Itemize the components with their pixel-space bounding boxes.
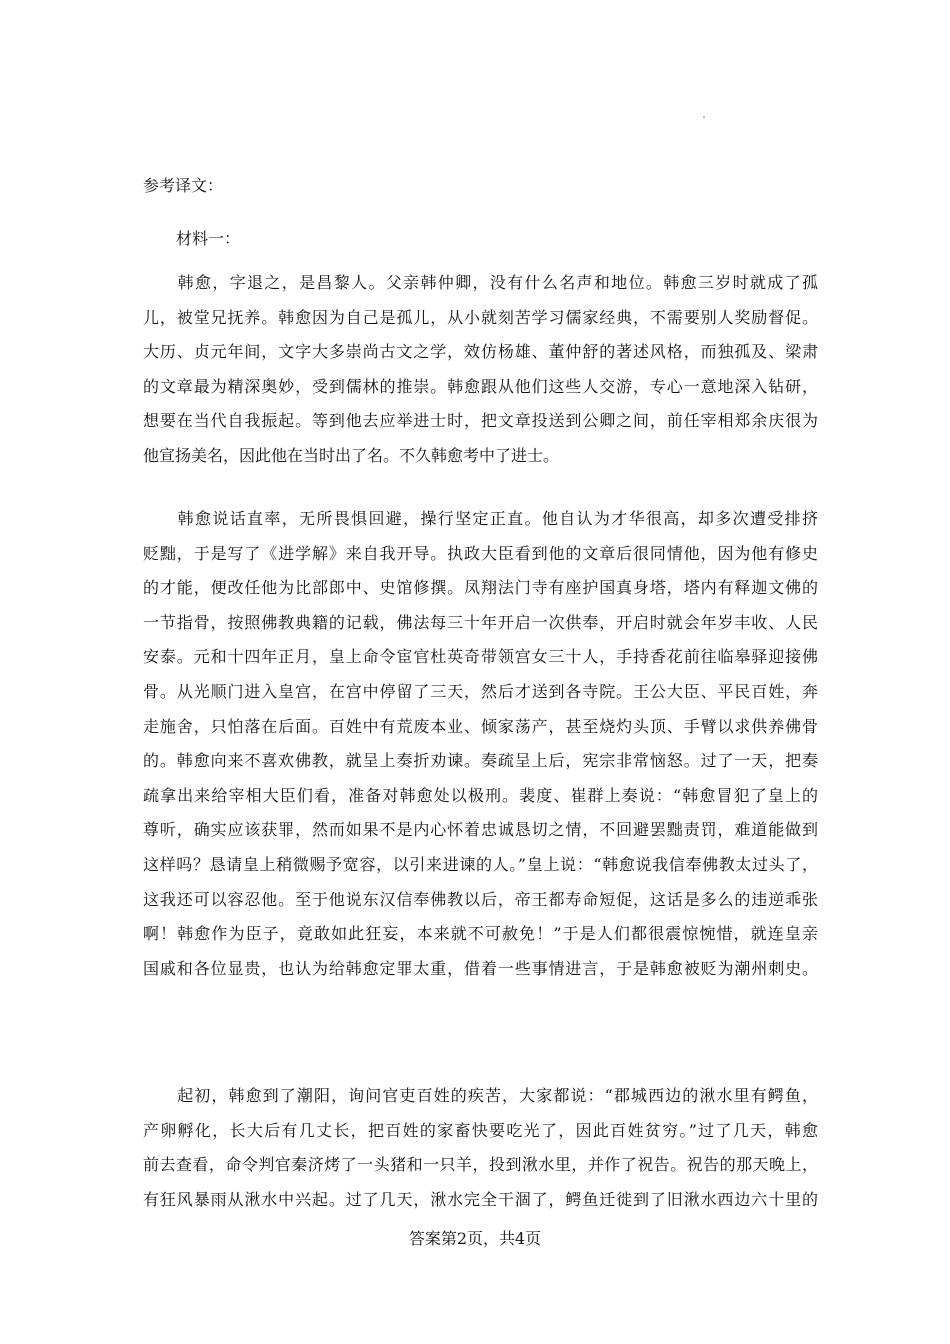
- text-line: 产卵孵化，长大后有几丈长，把百姓的家畜快要吃光了，因此百姓贫穷。”过了几天，韩愈: [143, 1120, 818, 1140]
- text-line: 前去查看，命令判官秦济烤了一头猪和一只羊，投到湫水里，并作了祝告。祝告的那天晚上，: [143, 1155, 818, 1175]
- text-line: 的才能，便改任他为比部郎中、史馆修撰。凤翔法门寺有座护国真身塔，塔内有释迦文佛的: [143, 578, 818, 598]
- text-line: 一节指骨，按照佛教典籍的记载，佛法每三十年开启一次供奉，开启时就会年岁丰收、人民: [143, 612, 818, 632]
- text-line: 韩愈说话直率，无所畏惧回避，操行坚定正直。他自认为才华很高，却多次遭受排挤: [143, 509, 818, 528]
- paragraph-3: [143, 1079, 818, 1217]
- text-line: 安泰。元和十四年正月，皇上命令宦官杜英奇带领宫女三十人，手持香花前往临皋驿迎接佛: [143, 647, 818, 667]
- text-line: 啊！韩愈作为臣子，竟敢如此狂妄，本来就不可赦免！”于是人们都很震惊惋惜，就连皇亲: [143, 924, 818, 944]
- paragraph-1: [143, 266, 818, 474]
- text-line: 这我还可以容忍他。至于他说东汉信奉佛教以后，帝王都寿命短促，这话是多么的违逆乖张: [143, 889, 818, 909]
- text-line: 想要在当代自我振起。等到他去应举进士时，把文章投送到公卿之间，前任宰相郑余庆很为: [143, 411, 818, 431]
- text-line: 有狂风暴雨从湫水中兴起。过了几天，湫水完全干涸了，鳄鱼迁徙到了旧湫水西边六十里的: [143, 1189, 818, 1209]
- text-line: 大历、贞元年间，文字大多崇尚古文之学，效仿杨雄、董仲舒的著述风格，而独孤及、梁肃: [143, 342, 818, 362]
- page-footer: 答案第2页，共4页: [408, 1229, 542, 1248]
- text-line: 骨。从光顺门进入皇宫，在宫中停留了三天，然后才送到各寺院。王公大臣、平民百姓，奔: [143, 681, 818, 701]
- text-line: 起初，韩愈到了潮阳，询问官吏百姓的疾苦，大家都说：“郡城西边的湫水里有鳄鱼，: [143, 1086, 818, 1105]
- text-line: 尊听，确实应该获罪，然而如果不是内心怀着忠诚恳切之情，不回避罢黜责罚，难道能做到: [143, 820, 818, 840]
- text-line: 的文章最为精深奥妙，受到儒林的推崇。韩愈跟从他们这些人交游，专心一意地深入钻研，: [143, 376, 818, 396]
- text-line: 走施舍，只怕落在后面。百姓中有荒废本业、倾家荡产，甚至烧灼头顶、手臂以求供养佛骨: [143, 716, 818, 736]
- text-line: 国戚和各位显贵，也认为给韩愈定罪太重，借着一些事情进言，于是韩愈被贬为潮州刺史。: [143, 958, 818, 978]
- text-line: 儿，被堂兄抚养。韩愈因为自己是孤儿，从小就刻苦学习儒家经典，不需要别人奖励督促。: [143, 307, 818, 327]
- material-one-heading: 材料一：: [176, 229, 241, 248]
- text-line: 他宣扬美名，因此他在当时出了名。不久韩愈考中了进士。: [143, 445, 560, 465]
- text-line: 这样吗？恳请皇上稍微赐予宽容，以引来进谏的人。”皇上说：“韩愈说我信奉佛教太过头了，: [143, 854, 818, 874]
- reference-translation-heading: 参考译文：: [143, 176, 224, 195]
- text-line: 疏拿出来给宰相大臣们看，准备对韩愈处以极刑。裴度、崔群上奏说：“韩愈冒犯了皇上的: [143, 785, 818, 805]
- text-line: 贬黜，于是写了《进学解》来自我开导。执政大臣看到他的文章后很同情他，因为他有修史: [143, 543, 818, 563]
- paragraph-2: [143, 502, 818, 986]
- scan-speck: [703, 116, 705, 118]
- text-line: 韩愈，字退之，是昌黎人。父亲韩仲卿，没有什么名声和地位。韩愈三岁时就成了孤: [143, 273, 818, 292]
- text-line: 的。韩愈向来不喜欢佛教，就呈上奏折劝谏。奏疏呈上后，宪宗非常恼怒。过了一天，把奏: [143, 751, 818, 771]
